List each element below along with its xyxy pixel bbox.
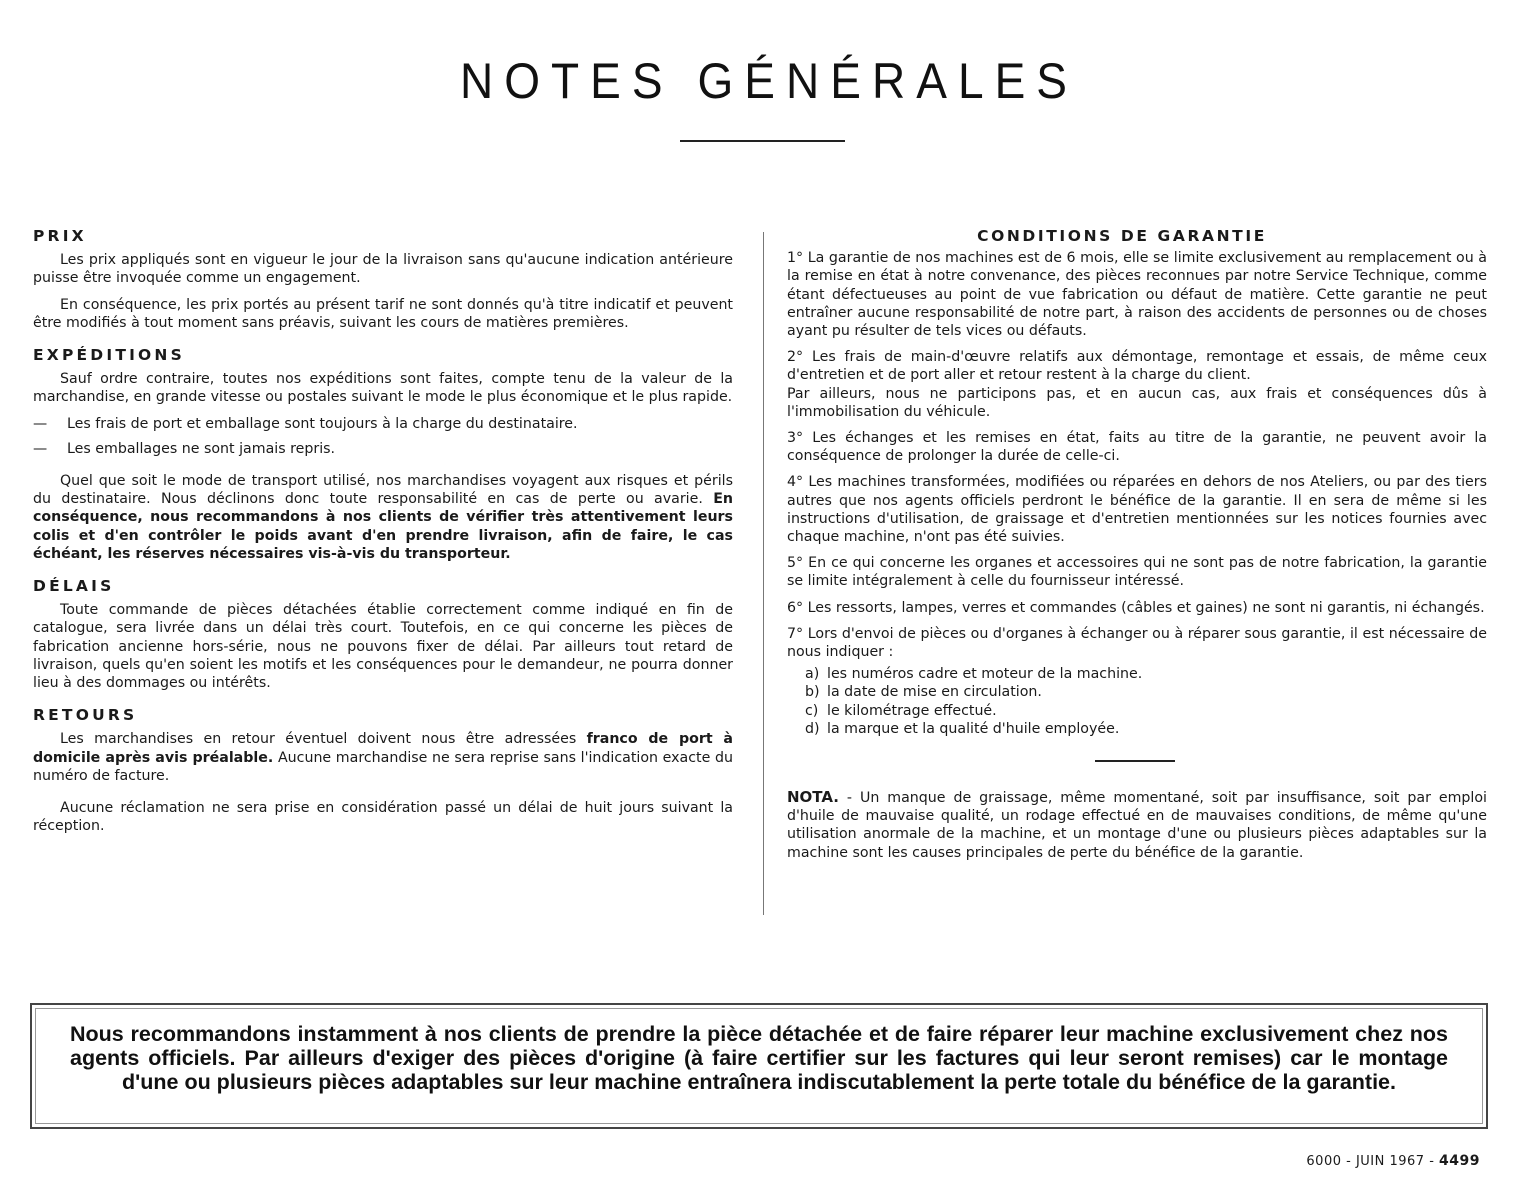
list-item [805, 702, 1487, 720]
print-info: 6000 - JUIN 1967 - [1306, 1154, 1440, 1169]
paragraph-text: Quel que soit le mode de transport utilisé, nos marchandises voyagent aux risques et périls du destinataire. Nous déclinons donc toute responsabilité en cas de perte ou avarie. [33, 473, 733, 508]
item-letter: b) [805, 684, 820, 701]
right-column [787, 227, 1487, 870]
print-footer [1306, 1153, 1480, 1169]
guarantee-item-4 [787, 473, 1487, 546]
item-text: les numéros cadre et moteur de la machine. [827, 666, 1143, 683]
item-text: Les frais de main-d'œuvre relatifs aux démontage, remontage et essais, de même ceux d'entretien et de port aller et retour restent à la charge du client. [787, 349, 1488, 384]
bullet-text: Les emballages ne sont jamais repris. [67, 440, 336, 457]
section-prix [33, 227, 733, 332]
page-title: NOTES GÉNÉRALES [459, 53, 1079, 109]
paragraph: Toute commande de pièces détachées établie correctement comme indiqué en fin de catalogue, sera livrée dans un délai très court. Toutefois, en ce qui concerne les pièces de fabrication ancienne hors-série, nous ne pouvons fixer de délai. Par ailleurs tout retard de livraison, quels qu'en soient les motifs et les conséquences pour le demandeur, ne pourra donner lieu à des dommages ou intérêts. [33, 602, 733, 692]
item-text: La garantie de nos machines est de 6 mois, elle se limite exclusivement au remplacement ou à la remise en état à notre convenance, des pièces reconnues par notre Service Technique, comme étant défectueuses au point de vue fabrication ou défaut de matière. Cette garantie ne peut entraîner aucune responsabilité de notre part, à raison des accidents de personnes ou de choses ayant pu résulter de tels vices ou défauts. [787, 250, 1487, 340]
list-item [805, 665, 1487, 683]
paragraph-emphasis: franco de port à domicile après avis préalable. [33, 731, 733, 766]
item-letter: c) [805, 702, 819, 719]
paragraph-emphasis: En conséquence, nous recommandons à nos clients de vérifier très attentivement leurs colis et d'en contrôler le poids avant d'en prendre livraison, afin de faire, le cas échéant, les réserves nécessaires vis-à-vis du transporteur. [33, 491, 733, 562]
nota-paragraph [787, 788, 1487, 862]
bullet-item [33, 415, 733, 433]
guarantee-item-2-extra: Par ailleurs, nous ne participons pas, et en aucun cas, aux frais et conséquences dûs à l'immobilisation du véhicule. [787, 385, 1487, 420]
recommendation-notice-box [30, 1003, 1488, 1129]
item-number: 2° [787, 349, 804, 366]
document-number: 4499 [1439, 1153, 1480, 1169]
item-text: En ce qui concerne les organes et accessoires qui ne sont pas de notre fabrication, la garantie se limite intégralement à celle du fournisseur intéressé. [787, 555, 1488, 590]
item-number: 1° [787, 250, 804, 267]
left-column [33, 227, 733, 849]
dash-bullet: — [33, 415, 48, 432]
dash-bullet: — [33, 440, 48, 457]
item-number: 5° [787, 555, 804, 572]
item-letter: d) [805, 720, 820, 737]
guarantee-item-7 [787, 625, 1487, 661]
item-text: la date de mise en circulation. [827, 684, 1042, 701]
item-number: 4° [787, 474, 804, 491]
item-text: le kilométrage effectué. [827, 702, 997, 719]
item-text: Les échanges et les remises en état, faits au titre de la garantie, ne peuvent avoir la conséquence de prolonger la durée de celle-ci. [787, 430, 1487, 465]
guarantee-item-3 [787, 429, 1487, 465]
section-retours [33, 706, 733, 835]
required-info-list [805, 665, 1487, 738]
guarantee-item-5 [787, 554, 1487, 590]
paragraph-text: Les marchandises en retour éventuel doivent nous être adressées [60, 731, 587, 748]
bullet-item [33, 440, 733, 458]
paragraph [33, 730, 733, 785]
nota-text: - Un manque de graissage, même momentané, soit par insuffisance, soit par emploi d'huile de mauvaise qualité, un rodage effectué en de mauvaises conditions, de même qu'une utilisation anormale de la machine, et un montage d'une ou plusieurs pièces adaptables sur la machine sont les causes principales de perte du bénéfice de la garantie. [787, 790, 1487, 861]
item-text: Les ressorts, lampes, verres et commandes (câbles et gaines) ne sont ni garantis, ni échangés. [807, 599, 1485, 616]
separator-rule [1095, 760, 1175, 762]
section-expeditions [33, 346, 733, 563]
recommendation-notice-text: Nous recommandons instamment à nos clients de prendre la pièce détachée et de faire réparer leur machine exclusivement chez nos agents officiels. Par ailleurs d'exiger des pièces d'origine (à faire certifier sur les factures qui leur seront remises) car le montage d'une ou plusieurs pièces adaptables sur leur machine entraînera indiscutablement la perte totale du bénéfice de la garantie. [70, 1022, 1448, 1094]
section-heading: DÉLAIS [33, 577, 115, 596]
section-delais [33, 577, 733, 692]
section-heading: CONDITIONS DE GARANTIE [977, 227, 1267, 245]
item-text: Lors d'envoi de pièces ou d'organes à échanger ou à réparer sous garantie, il est nécessaire de nous indiquer : [787, 625, 1487, 661]
paragraph-text: Aucune marchandise ne sera reprise sans l'indication exacte du numéro de facture. [33, 749, 733, 784]
paragraph: Les prix appliqués sont en vigueur le jour de la livraison sans qu'aucune indication antérieure puisse être invoquée comme un engagement. [33, 252, 733, 287]
paragraph: En conséquence, les prix portés au présent tarif ne sont donnés qu'à titre indicatif et peuvent être modifiés à tout moment sans préavis, suivant les cours de matières premières. [33, 296, 733, 331]
list-item [805, 720, 1487, 738]
nota-label: NOTA. [787, 788, 839, 807]
section-heading: PRIX [33, 227, 87, 245]
paragraph: Sauf ordre contraire, toutes nos expéditions sont faites, compte tenu de la valeur de la marchandise, en grande vitesse ou postales suivant le mode le plus économique et le plus rapide. [33, 371, 733, 406]
item-number: 3° [787, 430, 804, 447]
item-text: Les machines transformées, modifiées ou réparées en dehors de nos Ateliers, ou par des tiers autres que nos agents officiels perdront le bénéfice de la garantie. Il en sera de même si les instructions d'utilisation, de graissage et d'entretien mentionnées sur les notices fournies avec chaque machine, n'ont pas été suivies. [787, 474, 1487, 546]
title-underline [680, 140, 845, 142]
paragraph: Aucune réclamation ne sera prise en considération passé un délai de huit jours suivant la réception. [33, 800, 733, 835]
section-heading: RETOURS [33, 706, 138, 725]
item-letter: a) [805, 666, 820, 683]
paragraph [33, 472, 733, 563]
guarantee-item-6 [787, 599, 1487, 617]
guarantee-item-2 [787, 348, 1487, 384]
guarantee-item-1 [787, 249, 1487, 340]
section-heading: EXPÉDITIONS [33, 346, 185, 365]
bullet-text: Les frais de port et emballage sont toujours à la charge du destinataire. [67, 415, 578, 432]
item-number: 7° [787, 625, 804, 642]
list-item [805, 683, 1487, 701]
item-number: 6° [787, 599, 804, 616]
item-text: la marque et la qualité d'huile employée. [827, 720, 1120, 737]
column-divider [763, 232, 764, 915]
